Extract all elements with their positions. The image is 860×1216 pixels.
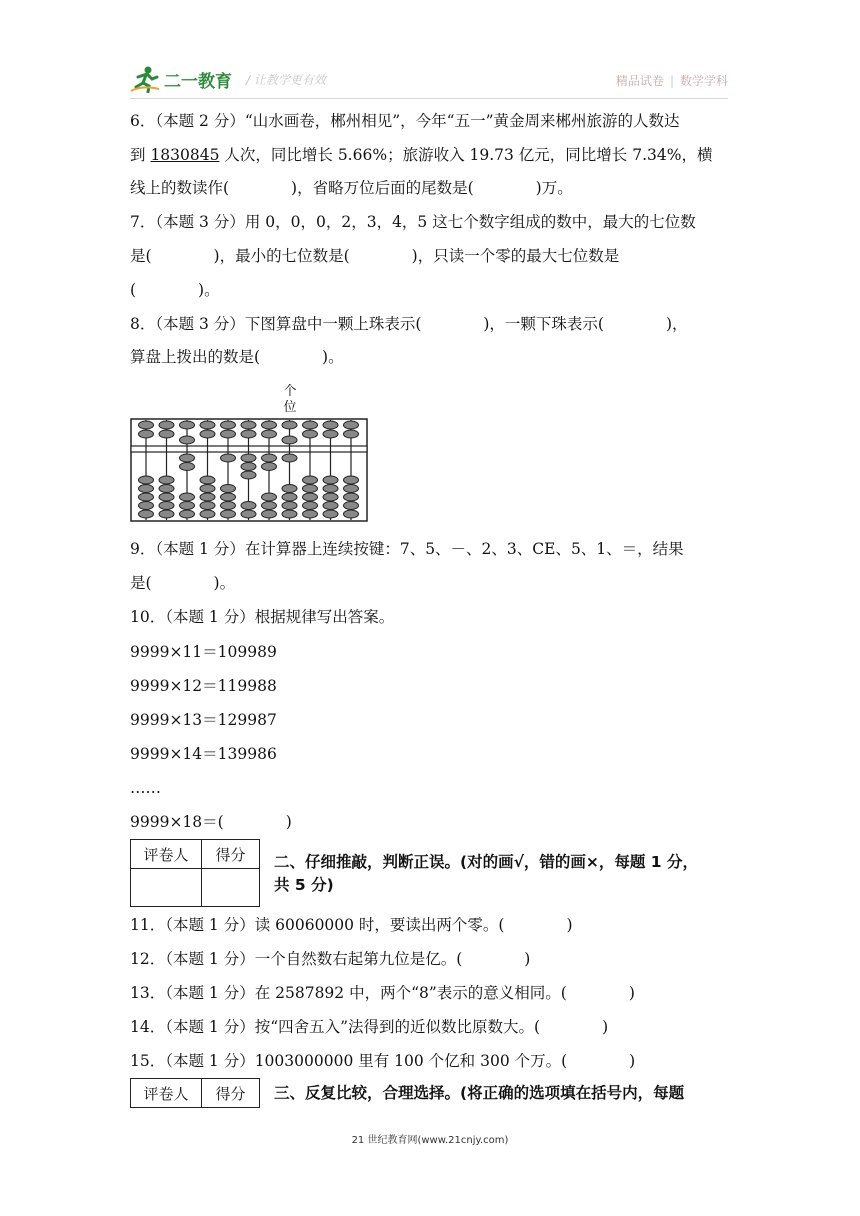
score-table-section-3 — [130, 1078, 260, 1108]
abacus-upper-bead — [344, 421, 359, 429]
abacus-upper-bead — [200, 430, 215, 438]
abacus-lower-bead — [180, 502, 195, 510]
q10-ellipsis: …… — [130, 779, 161, 797]
abacus-upper-bead — [159, 430, 174, 438]
score-cell[interactable] — [202, 869, 260, 907]
abacus-lower-bead — [200, 510, 215, 518]
abacus-upper-bead — [221, 430, 236, 438]
abacus-lower-bead — [221, 493, 236, 501]
abacus-lower-bead — [262, 463, 277, 471]
q8-line-2: 算盘上拨出的数是( )。 — [130, 348, 344, 366]
section-3-title: 三、反复比较，合理选择。(将正确的选项填在括号内，每题 — [274, 1084, 685, 1102]
abacus-lower-bead — [282, 485, 297, 493]
abacus-lower-bead — [344, 510, 359, 518]
abacus-upper-bead — [323, 430, 338, 438]
abacus-lower-bead — [200, 485, 215, 493]
abacus-lower-bead — [139, 485, 154, 493]
abacus-lower-bead — [221, 485, 236, 493]
abacus-figure — [130, 380, 370, 522]
abacus-lower-bead — [344, 476, 359, 484]
abacus-upper-bead — [200, 421, 215, 429]
abacus-lower-bead — [323, 476, 338, 484]
q6-line-1: 6．（本题 2 分）“山水画卷，郴州相见”，今年“五一”黄金周来郴州旅游的人数达 — [130, 112, 680, 130]
abacus-lower-bead — [344, 493, 359, 501]
header-divider — [130, 98, 728, 99]
underlined-number: 1830845 — [150, 146, 220, 164]
q10-equation-1: 9999×11＝109989 — [130, 643, 277, 661]
abacus-lower-bead — [241, 502, 256, 510]
slogan: / 让教学更有效 — [246, 72, 326, 87]
abacus-upper-bead — [282, 421, 297, 429]
abacus-upper-bead — [323, 421, 338, 429]
abacus-lower-bead — [303, 502, 318, 510]
abacus-lower-bead — [241, 463, 256, 471]
q10-prompt: 10．（本题 1 分）根据规律写出答案。 — [130, 608, 395, 626]
abacus-lower-bead — [282, 502, 297, 510]
abacus-lower-bead — [262, 493, 277, 501]
score-header: 得分 — [202, 840, 260, 869]
abacus-upper-bead — [303, 421, 318, 429]
abacus-label-char-2: 位 — [283, 400, 297, 415]
q6-line-2-end: 人次，同比增长 5.66%；旅游收入 19.73 亿元，同比增长 7.34%，横 — [219, 146, 713, 164]
abacus-lower-bead — [241, 510, 256, 518]
q10-equation-4: 9999×14＝139986 — [130, 745, 277, 763]
page-footer: 21 世纪教育网(www.21cnjy.com) — [351, 1135, 509, 1146]
abacus-lower-bead — [262, 510, 277, 518]
abacus-label-char-1: 个 — [283, 384, 297, 399]
abacus-lower-bead — [221, 502, 236, 510]
abacus-lower-bead — [303, 493, 318, 501]
abacus-upper-bead — [180, 421, 195, 429]
q10-equation-2: 9999×12＝119988 — [130, 677, 277, 695]
abacus-lower-bead — [159, 493, 174, 501]
q7-line-2: 是( )，最小的七位数是( )，只读一个零的最大七位数是 — [130, 247, 620, 265]
q10-equation-5: 9999×18＝( ) — [130, 813, 292, 831]
abacus-lower-bead — [159, 510, 174, 518]
abacus-lower-bead — [282, 510, 297, 518]
header-label-premium: 精品试卷 — [615, 74, 664, 88]
abacus-lower-bead — [303, 485, 318, 493]
abacus-lower-bead — [159, 502, 174, 510]
q6-line-2 — [130, 144, 712, 166]
q6-line-2-start: 到 — [130, 146, 151, 164]
abacus-lower-bead — [200, 493, 215, 501]
abacus-lower-bead — [200, 476, 215, 484]
abacus-lower-bead — [323, 502, 338, 510]
q15: 15．（本题 1 分）1003000000 里有 100 个亿和 300 个万。( ) — [130, 1052, 636, 1070]
q13: 13．（本题 1 分）在 2587892 中，两个“8”表示的意义相同。( ) — [130, 984, 635, 1002]
logo-text: 二一教育 — [164, 71, 232, 92]
abacus-lower-bead — [139, 502, 154, 510]
abacus-lower-bead — [159, 485, 174, 493]
abacus-upper-bead — [344, 430, 359, 438]
abacus-upper-bead — [262, 430, 277, 438]
abacus-lower-bead — [282, 493, 297, 501]
abacus-lower-bead — [323, 485, 338, 493]
abacus-lower-bead — [200, 502, 215, 510]
abacus-lower-bead — [323, 493, 338, 501]
q9-line-2: 是( )。 — [130, 574, 236, 592]
abacus-lower-bead — [180, 493, 195, 501]
abacus-lower-bead — [139, 510, 154, 518]
abacus-lower-bead — [303, 510, 318, 518]
abacus-lower-bead — [323, 510, 338, 518]
score-table-section-2 — [130, 839, 260, 907]
abacus-label — [280, 384, 300, 416]
q12: 12．（本题 1 分）一个自然数右起第九位是亿。( ) — [130, 950, 531, 968]
grader-header: 评卷人 — [131, 840, 202, 869]
section-2-title-line-2: 共 5 分) — [274, 876, 334, 894]
abacus-lower-bead — [282, 454, 297, 462]
abacus-lower-bead — [241, 471, 256, 479]
abacus-lower-bead — [139, 493, 154, 501]
abacus-lower-bead — [180, 454, 195, 462]
abacus-lower-bead — [180, 510, 195, 518]
section-2-title-line-1: 二、仔细推敲，判断正误。(对的画√，错的画×，每题 1 分， — [274, 853, 698, 871]
grader-header: 评卷人 — [131, 1079, 202, 1108]
abacus-upper-bead — [241, 421, 256, 429]
abacus-lower-bead — [344, 502, 359, 510]
runner-logo-icon — [130, 65, 160, 93]
abacus-lower-bead — [344, 485, 359, 493]
abacus — [130, 418, 370, 522]
abacus-lower-bead — [159, 476, 174, 484]
abacus-upper-bead — [180, 436, 195, 444]
abacus-upper-bead — [221, 421, 236, 429]
abacus-upper-bead — [139, 421, 154, 429]
q7-line-1: 7．（本题 3 分）用 0，0，0，2，3，4，5 这七个数字组成的数中，最大的七位数 — [130, 213, 696, 231]
abacus-lower-bead — [221, 510, 236, 518]
grader-cell[interactable] — [131, 869, 202, 907]
abacus-lower-bead — [262, 454, 277, 462]
abacus-upper-bead — [303, 430, 318, 438]
header-subject — [616, 72, 728, 89]
abacus-lower-bead — [241, 454, 256, 462]
abacus-lower-bead — [262, 502, 277, 510]
q11: 11．（本题 1 分）读 60060000 时，要读出两个零。( ) — [130, 916, 573, 934]
score-header: 得分 — [202, 1079, 260, 1108]
abacus-upper-bead — [139, 430, 154, 438]
logo — [130, 64, 326, 94]
header-separator: | — [669, 74, 674, 88]
abacus-upper-bead — [159, 421, 174, 429]
q6-line-3: 线上的数读作( )，省略万位后面的尾数是( )万。 — [130, 179, 573, 197]
abacus-lower-bead — [139, 476, 154, 484]
q8-line-1: 8．（本题 3 分）下图算盘中一颗上珠表示( )，一颗下珠表示( )， — [130, 315, 688, 333]
q14: 14．（本题 1 分）按“四舍五入”法得到的近似数比原数大。( ) — [130, 1018, 609, 1036]
abacus-lower-bead — [303, 476, 318, 484]
abacus-lower-bead — [221, 454, 236, 462]
q7-line-3: ( )。 — [130, 281, 220, 299]
abacus-upper-bead — [282, 436, 297, 444]
header-label-subject: 数学学科 — [679, 74, 728, 88]
q9-line-1: 9．（本题 1 分）在计算器上连续按键：7、5、－、2、3、CE、5、1、＝，结果 — [130, 540, 684, 558]
page-header — [130, 62, 728, 102]
q10-equation-3: 9999×13＝129987 — [130, 711, 277, 729]
abacus-upper-bead — [262, 421, 277, 429]
abacus-lower-bead — [180, 463, 195, 471]
abacus-upper-bead — [241, 430, 256, 438]
